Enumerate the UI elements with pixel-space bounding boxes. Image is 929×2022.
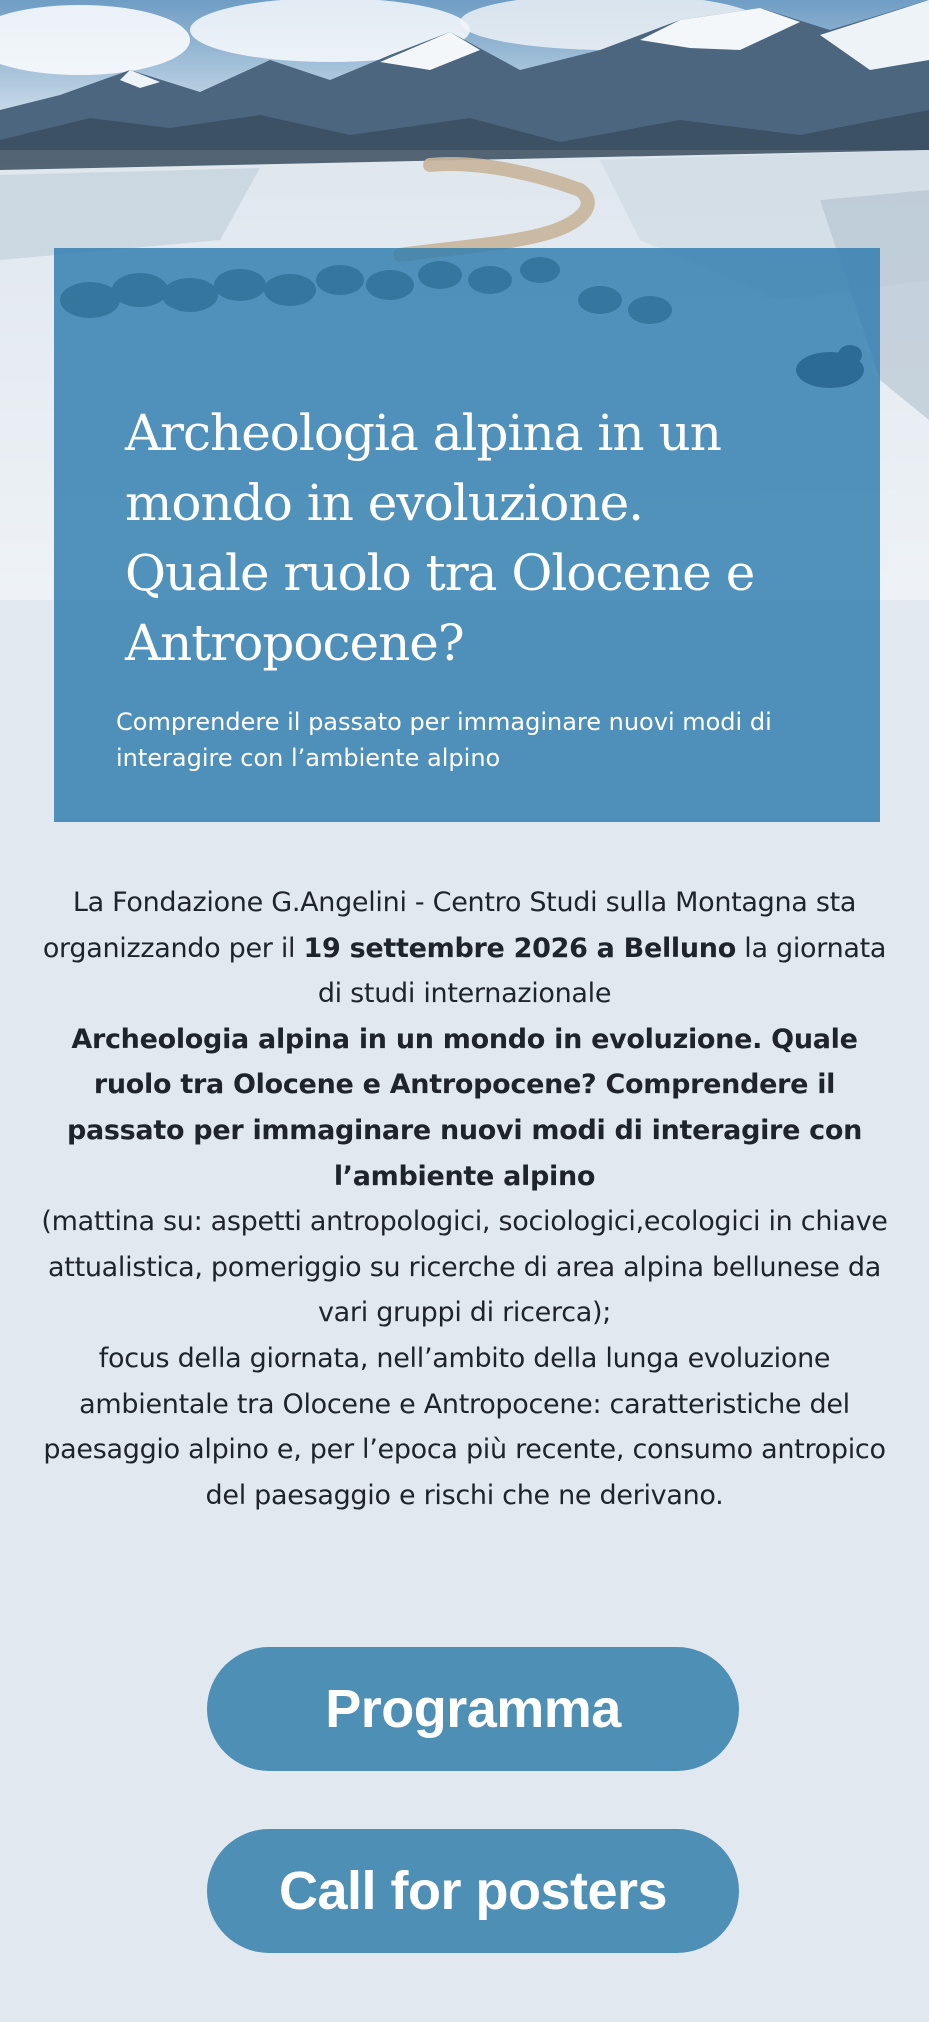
page-title: Archeologia alpina in un mondo in evoluzione. Quale ruolo tra Olocene e Antropocene? <box>125 404 755 672</box>
program-note: (mattina su: aspetti antropologici, sociologici,ecologici in chiave attualistica, pomeriggio su ricerche di area alpina bellunese da vari gruppi di ricerca); <box>41 1206 888 1329</box>
event-date-place: 19 settembre 2026 a Belluno <box>303 932 736 964</box>
event-description <box>40 880 889 1518</box>
intro-text-1: La Fondazione G.Angelini - Centro Studi sulla Montagna sta organizzando per il <box>42 887 857 964</box>
event-title: Archeologia alpina in un mondo in evoluzione. Quale ruolo tra Olocene e Antropocene? Comprendere il passato per immaginare nuovi modi di interagire con l’ambiente alpino <box>66 1023 863 1192</box>
intro-text-2: la giornata di studi internazionale <box>317 932 887 1010</box>
intro-paragraph <box>40 880 889 1017</box>
call-for-posters-button[interactable]: Call for posters <box>207 1829 739 1953</box>
focus-text: focus della giornata, nell’ambito della lunga evoluzione ambientale tra Olocene e Antropocene: caratteristiche del paesaggio alpino e, per l’epoca più recente, consumo antropico del paesaggio e rischi che ne derivano. <box>43 1342 886 1511</box>
hero-title-panel <box>54 248 880 822</box>
programma-button[interactable]: Programma <box>207 1647 739 1771</box>
page-subtitle: Comprendere il passato per immaginare nuovi modi di interagire con l’ambiente alpino <box>116 708 772 772</box>
